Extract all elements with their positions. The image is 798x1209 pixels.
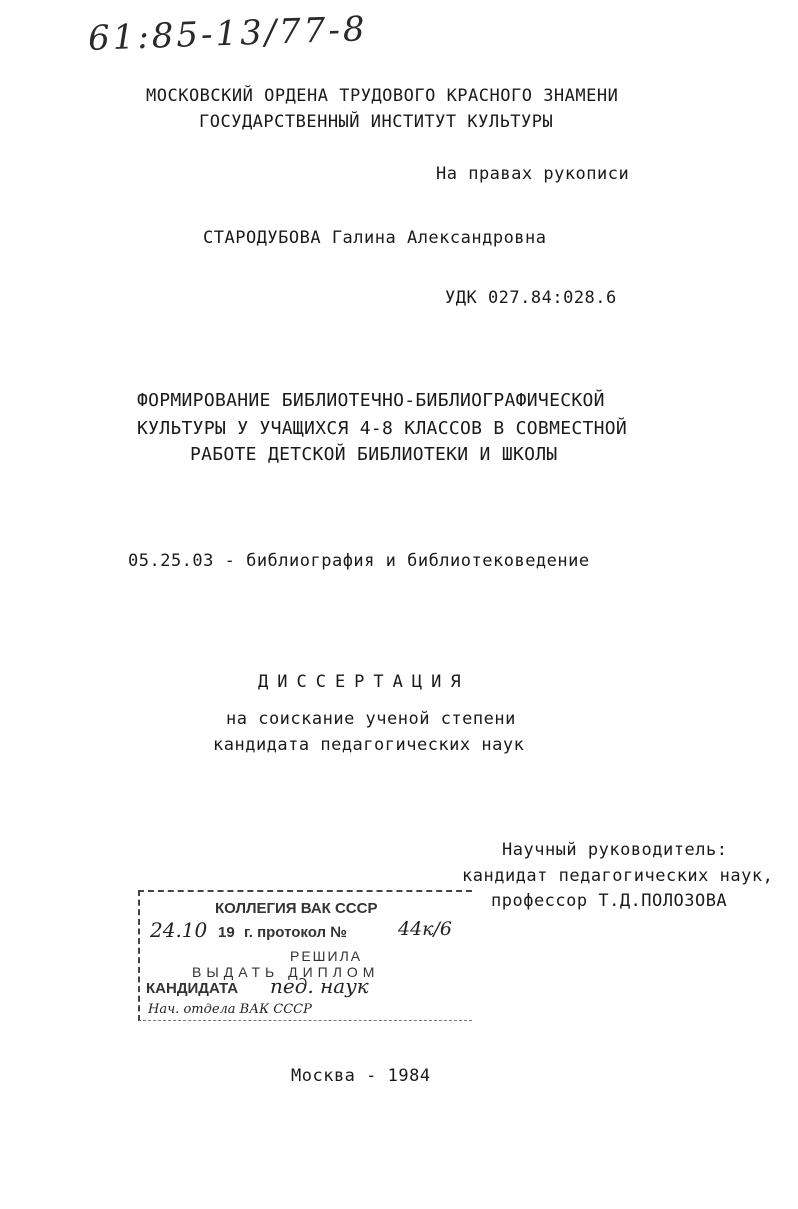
stamp-issue: ВЫДАТЬ ДИПЛОМ	[192, 964, 380, 980]
archive-number: 61:85-13/77-8	[87, 9, 369, 59]
stamp-protocol-label: г. протокол №	[244, 924, 347, 941]
manuscript-note: На правах рукописи	[436, 164, 630, 184]
institution-line-1: МОСКОВСКИЙ ОРДЕНА ТРУДОВОГО КРАСНОГО ЗНАМЕНИ	[146, 86, 619, 106]
stamp-decided: РЕШИЛА	[290, 948, 363, 964]
supervisor-name: профессор Т.Д.ПОЛОЗОВА	[491, 891, 728, 911]
footer-place-year: Москва - 1984	[291, 1066, 431, 1086]
institution-line-2: ГОСУДАРСТВЕННЫЙ ИНСТИТУТ КУЛЬТУРЫ	[199, 112, 554, 132]
stamp-line-1: КОЛЛЕГИЯ ВАК СССР	[215, 900, 378, 917]
stamp-head: Нач. отдела ВАК СССР	[148, 1002, 312, 1017]
title-line-3: РАБОТЕ ДЕТСКОЙ БИБЛИОТЕКИ И ШКОЛЫ	[190, 444, 558, 465]
stamp-date: 24.10	[150, 918, 208, 942]
stamp-candidate: КАНДИДАТА	[146, 980, 239, 997]
supervisor-label: Научный руководитель:	[502, 840, 728, 860]
degree-line-1: на соискание ученой степени	[226, 709, 516, 729]
stamp-protocol-number: 44к/6	[398, 918, 453, 940]
vak-stamp	[138, 890, 472, 1021]
stamp-field: пед. наук	[270, 974, 369, 998]
dissertation-heading: ДИССЕРТАЦИЯ	[258, 672, 470, 692]
supervisor-degree: кандидат педагогических наук,	[462, 866, 774, 886]
stamp-year: 19	[218, 924, 235, 941]
author-name: СТАРОДУБОВА Галина Александровна	[203, 228, 547, 248]
title-line-2: КУЛЬТУРЫ У УЧАЩИХСЯ 4-8 КЛАССОВ В СОВМЕСТНОЙ	[137, 418, 628, 439]
specialty: 05.25.03 - библиография и библиотековедение	[128, 551, 590, 571]
degree-line-2: кандидата педагогических наук	[213, 735, 525, 755]
title-line-1: ФОРМИРОВАНИЕ БИБЛИОТЕЧНО-БИБЛИОГРАФИЧЕСКОЙ	[137, 390, 605, 411]
udc-code: УДК 027.84:028.6	[445, 288, 617, 308]
